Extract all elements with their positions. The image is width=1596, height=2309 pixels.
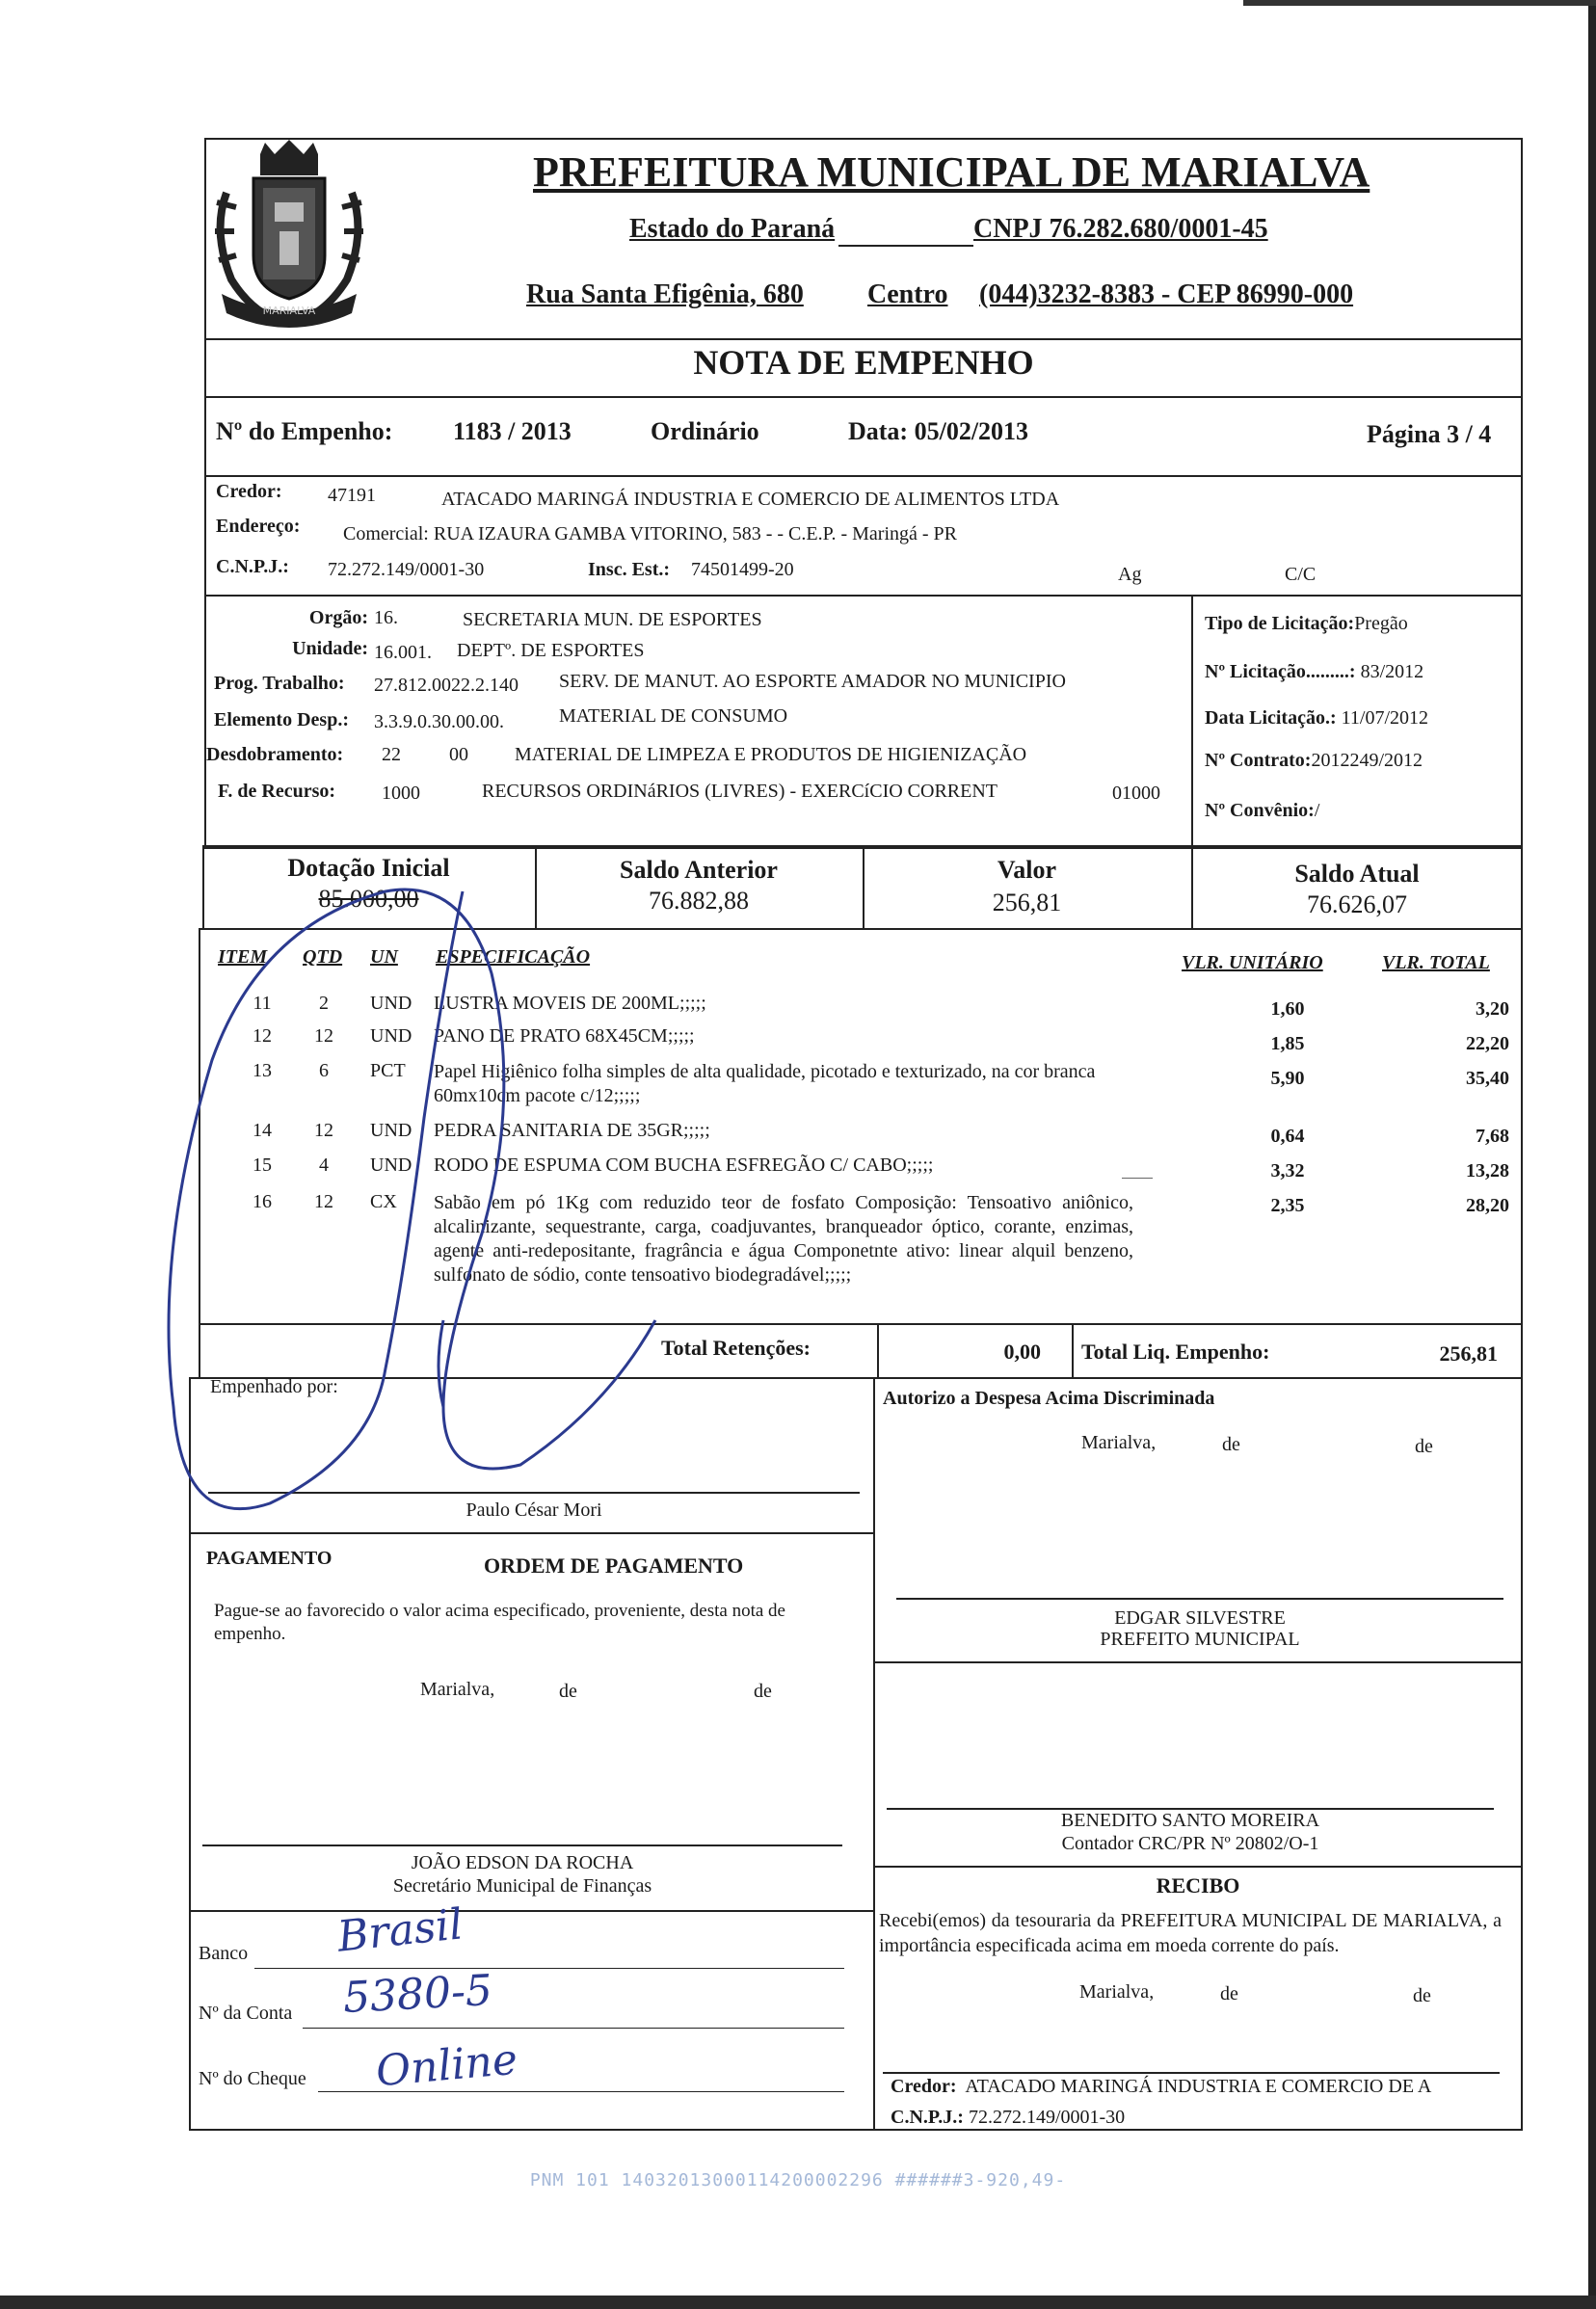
footer-code: PNM 101 14032013000114200002296 ######3-920,49- — [529, 2170, 1067, 2190]
item-num: 16 — [253, 1191, 272, 1212]
licitacao-contrato-value: 2012249/2012 — [1311, 750, 1423, 771]
dotacao-value: 85.000,00 — [318, 885, 419, 913]
item-un: UND — [370, 1120, 412, 1141]
recibo-cnpj — [891, 2107, 1125, 2129]
col-qtd: QTD — [303, 946, 343, 968]
item-total: 35,40 — [1466, 1068, 1509, 1089]
recibo-place: Marialva, — [1079, 1981, 1155, 2003]
empenho-date: Data: 05/02/2013 — [848, 417, 1029, 445]
scan-edge-right — [1588, 0, 1596, 2309]
ag-label: Ag — [1118, 564, 1142, 585]
ordem-pagamento: ORDEM DE PAGAMENTO — [484, 1553, 744, 1578]
valor-value: 256,81 — [992, 889, 1062, 916]
svg-text:MARIALVA: MARIALVA — [262, 305, 316, 317]
licitacao-num-label: Nº Licitação.........: — [1205, 661, 1356, 682]
signatures-divider — [873, 1377, 875, 2131]
empenhado-name: Paulo César Mori — [466, 1500, 602, 1521]
pagamento-place: Marialva, — [420, 1679, 495, 1700]
item-total: 22,20 — [1466, 1033, 1509, 1054]
desd-label: Desdobramento: — [206, 744, 344, 765]
licitacao-tipo-value: Pregão — [1354, 613, 1408, 634]
fonte-code: 1000 — [382, 783, 420, 804]
anterior-label: Saldo Anterior — [620, 856, 778, 884]
empenho-type: Ordinário — [651, 417, 759, 445]
recibo-sign-line — [883, 2072, 1500, 2074]
item-desc: LUSTRA MOVEIS DE 200ML;;;;; — [434, 993, 706, 1014]
totals-div2 — [1072, 1323, 1074, 1379]
orgao-code: 16. — [374, 607, 398, 628]
item-unit: 5,90 — [1270, 1068, 1305, 1089]
item-num: 11 — [253, 993, 272, 1014]
credor-cnpj-label: C.N.P.J.: — [216, 556, 289, 577]
licitacao-convenio — [1205, 800, 1319, 822]
autorizo-place: Marialva, — [1081, 1432, 1157, 1453]
autorizo-name: EDGAR SILVESTRE — [1114, 1607, 1286, 1629]
licitacao-convenio-value: / — [1314, 800, 1320, 821]
item-un: PCT — [370, 1060, 406, 1081]
item-qtd: 4 — [319, 1154, 329, 1176]
autorizo-role: PREFEITO MUNICIPAL — [1100, 1629, 1300, 1650]
pagamento-bottom — [189, 1910, 873, 1912]
header-district: Centro — [867, 279, 948, 309]
fonte-code2: 01000 — [1112, 783, 1160, 804]
pagamento-de1: de — [559, 1681, 577, 1702]
anterior-value: 76.882,88 — [649, 887, 749, 915]
licitacao-contrato-label: Nº Contrato: — [1205, 750, 1312, 771]
col-un: UN — [370, 946, 398, 968]
coat-of-arms-icon — [207, 135, 371, 332]
licitacao-data — [1205, 707, 1428, 730]
licitacao-data-label: Data Licitação.: — [1205, 707, 1337, 729]
autorizo-de2: de — [1415, 1436, 1433, 1457]
item-qtd: 12 — [314, 1025, 333, 1047]
item-un: UND — [370, 1025, 412, 1047]
desd-code2: 00 — [449, 744, 468, 765]
insc-value: 74501499-20 — [691, 559, 794, 580]
desd-code1: 22 — [382, 744, 401, 765]
header-cnpj: CNPJ 76.282.680/0001-45 — [973, 214, 1268, 244]
item-unit: 2,35 — [1270, 1195, 1305, 1216]
unidade-code: 16.001. — [374, 642, 432, 663]
licitacao-contrato — [1205, 750, 1423, 772]
item-desc: Sabão em pó 1Kg com reduzido teor de fosfato Composição: Tensoativo aniônico, alcalinizante, sequestrante, carga, coadjuvantes, branqueador óptico, corante, enzimas, agente anti-redepositante, fragrância e água Componetnte ativo: linear alquil benzeno, sulfonato de sódio, conte tensoativo biodegradável;;;;; — [434, 1192, 1133, 1286]
recibo-credor-value: ATACADO MARINGÁ INDUSTRIA E COMERCIO DE A — [965, 2076, 1432, 2097]
liq-value: 256,81 — [1439, 1341, 1498, 1366]
item-desc: PANO DE PRATO 68X45CM;;;;; — [434, 1025, 695, 1047]
signature-scribble — [154, 867, 694, 1523]
contador-name: BENEDITO SANTO MOREIRA — [1060, 1810, 1320, 1831]
licitacao-convenio-label: Nº Convênio: — [1205, 800, 1315, 821]
scan-edge-top — [1243, 0, 1596, 6]
credor-code: 47191 — [328, 485, 376, 506]
licitacao-data-value: 11/07/2012 — [1341, 707, 1429, 729]
cheque-label: Nº do Cheque — [199, 2068, 306, 2089]
banco-handwritten: Brasil — [334, 1899, 466, 1962]
scan-edge-bottom — [0, 2296, 1596, 2309]
liq-label: Total Liq. Empenho: — [1081, 1340, 1270, 1364]
autorizo-bottom — [873, 1661, 1523, 1663]
item-num: 15 — [253, 1154, 272, 1176]
recibo-cnpj-label: C.N.P.J.: — [891, 2107, 964, 2128]
autorizo-sign-line — [896, 1598, 1503, 1600]
item-qtd: 12 — [314, 1191, 333, 1212]
col-vlr-unit: VLR. UNITÁRIO — [1182, 952, 1323, 973]
item-unit: 3,32 — [1270, 1160, 1305, 1181]
banco-line — [254, 1968, 844, 1969]
item-unit: 0,64 — [1270, 1126, 1305, 1147]
credor-cnpj: 72.272.149/0001-30 — [328, 559, 485, 580]
recibo-credor — [891, 2076, 1431, 2098]
orgao-label: Orgão: — [308, 607, 368, 628]
item-total: 13,28 — [1466, 1160, 1509, 1181]
pagamento-text: Pague-se ao favorecido o valor acima especificado, proveniente, desta nota de empenho. — [214, 1601, 785, 1644]
item-total: 28,20 — [1466, 1195, 1509, 1216]
item-qtd: 12 — [314, 1120, 333, 1141]
cc-label: C/C — [1285, 564, 1317, 585]
header-address: Rua Santa Efigênia, 680 — [526, 279, 804, 309]
prog-code: 27.812.0022.2.140 — [374, 675, 519, 696]
licitacao-num-value: 83/2012 — [1360, 661, 1424, 682]
pencil-mark — [1122, 1178, 1153, 1179]
item-total: 7,68 — [1476, 1126, 1509, 1147]
pagamento-de2: de — [754, 1681, 772, 1702]
item-desc: RODO DE ESPUMA COM BUCHA ESFREGÃO C/ CABO;;;;; — [434, 1154, 934, 1176]
prog-value: SERV. DE MANUT. AO ESPORTE AMADOR NO MUNICIPIO — [559, 671, 1066, 692]
orgao-value: SECRETARIA MUN. DE ESPORTES — [463, 609, 762, 630]
doc-title: NOTA DE EMPENHO — [693, 343, 1034, 382]
endereco-value: Comercial: RUA IZAURA GAMBA VITORINO, 583 - - C.E.P. - Maringá - PR — [343, 523, 958, 544]
pagamento-label: PAGAMENTO — [206, 1548, 332, 1569]
header-state-underline — [838, 245, 973, 247]
atual-label: Saldo Atual — [1294, 860, 1420, 888]
item-qtd: 6 — [319, 1060, 329, 1081]
item-desc: Papel Higiênico folha simples de alta qualidade, picotado e texturizado, na cor branca 60mx10cm pacote c/12;;;;; — [434, 1061, 1096, 1106]
recibo-credor-label: Credor: — [891, 2076, 957, 2097]
licitacao-num — [1205, 661, 1423, 683]
unidade-label: Unidade: — [292, 638, 368, 659]
banco-label: Banco — [199, 1943, 249, 1964]
licitacao-tipo-label: Tipo de Licitação: — [1205, 613, 1355, 634]
conta-label: Nº da Conta — [199, 2003, 293, 2024]
item-total: 3,20 — [1476, 998, 1509, 1020]
empenho-label: Nº do Empenho: — [216, 417, 393, 445]
header-state: Estado do Paraná — [629, 214, 836, 244]
endereco-label: Endereço: — [216, 516, 301, 537]
empenho-page: Página 3 / 4 — [1367, 420, 1492, 448]
autorizo-label: Autorizo a Despesa Acima Discriminada — [883, 1388, 1215, 1409]
item-unit: 1,60 — [1270, 998, 1305, 1020]
header-title: PREFEITURA MUNICIPAL DE MARIALVA — [533, 148, 1370, 196]
recibo-text: Recebi(emos) da tesouraria da PREFEITURA MUNICIPAL DE MARIALVA, a importância especificada acima em moeda corrente do país. — [879, 1910, 1502, 1956]
empenhado-label: Empenhado por: — [210, 1376, 338, 1397]
contador-role: Contador CRC/PR Nº 20802/O-1 — [1061, 1833, 1319, 1854]
elem-value: MATERIAL DE CONSUMO — [559, 705, 788, 727]
col-espec: ESPECIFICAÇÃO — [436, 946, 591, 968]
col-item: ITEM — [218, 946, 268, 968]
elem-code: 3.3.9.0.30.00.00. — [374, 711, 504, 732]
credor-label: Credor: — [216, 481, 282, 502]
recibo-cnpj-value: 72.272.149/0001-30 — [968, 2107, 1126, 2128]
item-qtd: 2 — [319, 993, 329, 1014]
retencoes-value: 0,00 — [1003, 1340, 1041, 1364]
conta-line — [303, 2028, 844, 2029]
elem-label: Elemento Desp.: — [214, 709, 349, 730]
cheque-handwritten: Online — [374, 2034, 519, 2097]
licitacao-tipo — [1205, 613, 1408, 635]
totals-div1 — [877, 1323, 879, 1379]
empenhado-bottom — [189, 1532, 873, 1534]
fonte-value: RECURSOS ORDINáRIOS (LIVRES) - EXERCíCIO CORRENT — [482, 781, 998, 802]
col-vlr-total: VLR. TOTAL — [1382, 952, 1490, 973]
recibo-de1: de — [1220, 1983, 1238, 2004]
item-num: 12 — [253, 1025, 272, 1047]
atual-value: 76.626,07 — [1307, 890, 1407, 918]
item-num: 14 — [253, 1120, 272, 1141]
header-phone-cep: (044)3232-8383 - CEP 86990-000 — [979, 279, 1354, 309]
credor-name: ATACADO MARINGÁ INDUSTRIA E COMERCIO DE ALIMENTOS LTDA — [441, 489, 1060, 510]
empenho-number: 1183 / 2013 — [453, 417, 572, 445]
pagamento-role: Secretário Municipal de Finanças — [392, 1875, 652, 1897]
pagamento-sign-line — [202, 1845, 842, 1846]
contador-bottom — [873, 1866, 1523, 1868]
item-un: UND — [370, 993, 412, 1014]
insc-label: Insc. Est.: — [588, 559, 671, 580]
item-unit: 1,85 — [1270, 1033, 1305, 1054]
retencoes-label: Total Retenções: — [661, 1336, 811, 1360]
prog-label: Prog. Trabalho: — [214, 673, 345, 694]
item-desc: PEDRA SANITARIA DE 35GR;;;;; — [434, 1120, 710, 1141]
unidade-value: DEPTº. DE ESPORTES — [457, 640, 645, 661]
recibo-label: RECIBO — [1156, 1873, 1240, 1898]
desd-value: MATERIAL DE LIMPEZA E PRODUTOS DE HIGIENIZAÇÃO — [515, 744, 1027, 765]
autorizo-de1: de — [1222, 1434, 1240, 1455]
dotacao-label: Dotação Inicial — [287, 854, 450, 882]
fonte-label: F. de Recurso: — [218, 781, 336, 802]
conta-handwritten: 5380-5 — [341, 1965, 494, 2024]
item-un: CX — [370, 1191, 397, 1212]
item-num: 13 — [253, 1060, 272, 1081]
orcamento-divider — [1191, 595, 1193, 849]
valor-label: Valor — [997, 856, 1057, 884]
item-un: UND — [370, 1154, 412, 1176]
recibo-de2: de — [1413, 1985, 1431, 2006]
pagamento-name: JOÃO EDSON DA ROCHA — [411, 1852, 634, 1873]
